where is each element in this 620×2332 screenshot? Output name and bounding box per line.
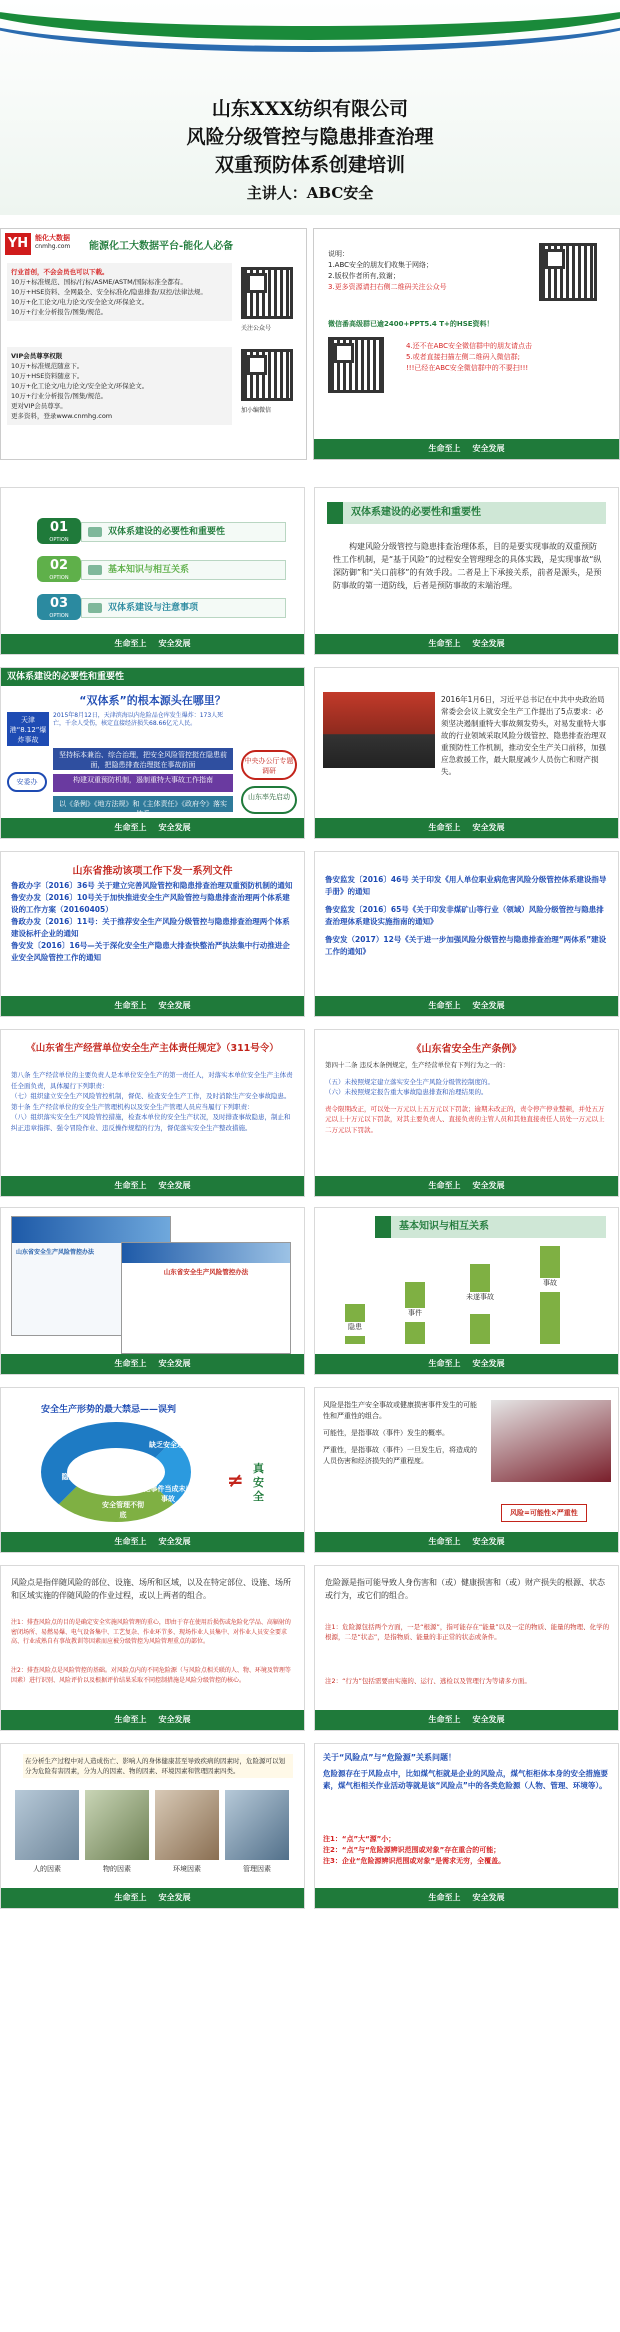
slide-footer: 生命至上 安全发展 — [1, 1888, 304, 1908]
vip-item: 10万+化工论文/电力论文/安全论文/环保论文。 — [11, 298, 149, 306]
slide-doc-images — [0, 1207, 305, 1375]
more-link[interactable]: 更多资料，登录www.cnmhg.com — [11, 412, 113, 420]
slide-text: 构建风险分级管控与隐患排查治理体系，目的是要实现事故的双重预防性工作机制，是“基于风险”的过程安全管理理念的具体实践，是实现事故“纵深防御”和“关口前移”的有效手段。二者是上下承接关系，前者是源头，是预防事故的第一道防线，后者是预防事故的末端治理。 — [333, 542, 602, 590]
toc-item[interactable]: 基本知识与相互关系 — [81, 560, 286, 580]
slide-safety-ordinance — [314, 1029, 619, 1197]
slide-footer: 生命至上 安全发展 — [315, 996, 618, 1016]
slide-misjudgment — [0, 1387, 305, 1553]
slide-text: 危险源是指可能导致人身伤害和（或）健康损害和（或）财产损失的根源、状态或行为，或它们的组合。 — [325, 1578, 605, 1600]
slide-text: 第八条 生产经营单位的主要负责人是本单位安全生产的第一责任人，对落实本单位安全生产主体责任全面负责，具体履行下列职责： （七）组织建立安全生产风险管控机制，督促、检查安全生产工作，及时消除生产安全事故隐患。 第十条 生产经营单位的安全生产管理机构以及安全生产管理人员应当履行下列职责： （八）组织落实安全生产风险管控措施，检查本单位的安全生产状况，及时排查事故隐患，制止和纠正违章指挥、强令冒险作业、违反操作规程的行为，督促落实安全生产整改措施。 — [11, 1071, 293, 1132]
folder-icon — [88, 603, 102, 613]
qr-label: 加小编微信 — [241, 407, 272, 414]
slide-text: 风险点是指伴随风险的部位、设施、场所和区域，以及在特定部位、设施、场所和区域实施的伴随风险的作业过程，或以上两者的组合。 — [11, 1578, 291, 1600]
slide-title: “双体系”的根本源头在哪里？ — [79, 694, 226, 707]
doc-item: 鲁安监发〔2016〕46号 关于印发《用人单位职业病危害风险分级管控体系建设指导手册》的通知 — [325, 875, 607, 896]
logo-icon: YH — [5, 233, 31, 255]
slide-note: 注2：排查风险点是风险管控的基础。对风险点内的不同危险源（与风险点相关联的人、物、环境及管理等因素）进行识别、风险评价以及根据评价结果采取不同控制措施是风险分级管控的核心。 — [11, 1667, 291, 1684]
pyramid-label: 事件 — [397, 1308, 433, 1322]
member-item: 更对VIP会员尊享。 — [11, 402, 67, 410]
logo-url[interactable]: cnmhg.com — [35, 243, 71, 250]
slide-risk-point — [0, 1565, 305, 1731]
notes: 说明： 1.ABC安全的朋友们收集于网络； 2.版权作者所有,致谢； 3.更多资源请扫右侧二维码关注公众号 — [328, 250, 447, 291]
toc-item[interactable]: 双体系建设与注意事项 — [81, 598, 286, 618]
ring-label: 缺乏安全理念 — [149, 1441, 191, 1449]
slide-footer: 生命至上 安全发展 — [1, 1176, 304, 1196]
slide-note: 注1：排查风险点的目的是确定安全实施风险管理的重心，即由于存在使用后损伤或危险化学品、高辐射的密闭场所、易燃易爆、电气设备集中、工艺复杂、作业环节多、现场作业人员集中、对作业人员安全要求高、行业成熟自有事故教训等因素而应被分级管控为风险管理重点的部位。 — [11, 1619, 291, 1645]
slide-hazard-source — [314, 1565, 619, 1731]
slide-header: 双体系建设的必要性和重要性 — [327, 502, 606, 524]
cover-title-line3: 双重预防体系创建培训 — [214, 154, 405, 176]
slide-footer: 生命至上 安全发展 — [1, 1532, 304, 1552]
cover-presenter: 主讲人：ABC安全 — [246, 184, 374, 202]
vip-box — [7, 263, 232, 321]
slide-title: 安全生产形势的最大禁忌——误判 — [41, 1405, 177, 1415]
toc-slide — [0, 487, 305, 655]
qr-code-icon — [241, 267, 293, 319]
slide-regulation-311 — [0, 1029, 305, 1197]
toc-number: 02 OPTION — [37, 556, 81, 582]
not-equal-sign: ≠ — [227, 1468, 244, 1492]
folder-icon — [88, 527, 102, 537]
slide-footer: 生命至上 安全发展 — [314, 439, 619, 459]
doc-screenshot: 山东省安全生产风险管控办法 — [121, 1242, 291, 1354]
doc-item: 鲁安办发〔2016〕10号关于加快推进安全生产风险管控与隐患排查治理两个体系建设的工作方案（20160405） — [11, 893, 290, 914]
factor-photo — [85, 1790, 149, 1860]
slide-title: 山东省推动该项工作下发一系列文件 — [72, 866, 233, 877]
cover-slide — [0, 0, 620, 215]
policy-box: 坚持标本兼治、综合治理，把安全风险管控挺在隐患前面，把隐患排查治理挺在事故前面 — [53, 748, 233, 770]
member-item: 10万+化工论文/电力论文/安全论文/环保论文。 — [11, 382, 149, 390]
ring-label: 安全管理不彻底 — [102, 1501, 144, 1519]
slide-notes: 注1：“点”大“源”小； 注2：“点”与“危险源辨识范围或对象”存在重合的可能； 注3：企业“危险源辨识范围或对象”是需求无穷，全覆盖。 — [323, 1835, 506, 1865]
slide-basic-knowledge — [314, 1207, 619, 1375]
slide-footer: 生命至上 安全发展 — [1, 634, 304, 654]
doc-list — [11, 880, 296, 964]
factor-photo — [225, 1790, 289, 1860]
slide-risk-definition — [314, 1387, 619, 1553]
policy-box: 以《条例》《地方法规》和《主体责任》《政府令》落实体系 — [53, 796, 233, 812]
ring-label: 把事件当成未出事故 — [143, 1485, 193, 1503]
slide-title: 关于“风险点”与“危险源”关系问题！ — [323, 1753, 457, 1762]
red-notes: 4.还不在ABC安全微信群中的朋友请点击 5.或者直接扫描左侧二维码入微信群; !!!已经在ABC安全微信群中的不要扫!!! — [406, 342, 533, 372]
tianjin-desc: 2015年8月12日，天津滨海以内危险品仓库发生爆炸：173人死亡，千余人受伤，核定直接经济损失68.66亿元人民。 — [53, 712, 224, 727]
doc-screenshot: 山东省安全生产风险管控办法 — [11, 1216, 171, 1336]
tianjin-box: 天津港“8.12”爆炸事故 — [7, 712, 49, 746]
member-box — [7, 347, 232, 425]
slide-hazard-factors — [0, 1743, 305, 1909]
doc-item: 鲁政办字〔2016〕36号 关于建立完善风险管控和隐患排查治理双重预防机制的通知 — [11, 881, 293, 890]
qr-label: 关注公众号 — [241, 325, 272, 332]
vip-item: 10万+行业分析报告/图集/规范。 — [11, 308, 108, 316]
member-title: VIP会员尊享权限 — [11, 352, 63, 360]
slide-band: 双体系建设的必要性和重要性 — [1, 668, 304, 686]
slide-footer: 生命至上 安全发展 — [1, 996, 304, 1016]
slide-text: 第四十二条 违反本条例规定，生产经营单位有下列行为之一的： （五）未按照规定建立落实安全生产风险分级管控制度的。 （六）未按照规定报告重大事故隐患排查和治理结果的。 责令限期改正，可以处一万元以上五万元以下罚款；逾期未改正的，责令停产停业整顿，并处五万元以上十万元以下罚款，对其主要负责人、直接负责的主管人员和其他直接责任人员处一万元以上二万元以下罚款。 — [325, 1061, 605, 1134]
cover-title-line1: 山东XXX纺织有限公司 — [211, 98, 409, 120]
wechat-note: 微信番高级群已逾2400+PPT5.4 T+的HSE资料！ — [328, 320, 494, 328]
folder-icon — [88, 565, 102, 575]
slide-xi-speech — [314, 667, 619, 839]
photo-caption: 人的因素 — [15, 1864, 79, 1876]
slide-shandong-docs — [0, 851, 305, 1017]
member-item: 10万+行业分析报告/图集/规范。 — [11, 392, 108, 400]
slide-footer: 生命至上 安全发展 — [1, 1354, 304, 1374]
slide-footer: 生命至上 安全发展 — [315, 818, 618, 838]
slide-text: 风险是指生产安全事故或健康损害事件发生的可能性和严重性的组合。 可能性，是指事故（事件）发生的概率。 严重性，是指事故（事件）一旦发生后，将造成的人员伤害和经济损失的严重程度。 — [323, 1401, 477, 1465]
vip-title: 行业首创，不会会员也可以下载。 — [11, 268, 109, 276]
slide-title: 《山东省生产经营单位安全生产主体责任规定》（311号令） — [26, 1043, 279, 1054]
toc-number: 01 OPTION — [37, 518, 81, 544]
true-safety-label: 真安全 — [253, 1462, 264, 1503]
slide-footer: 生命至上 安全发展 — [315, 1176, 618, 1196]
member-item: 10万+标准规范随意下。 — [11, 362, 84, 370]
vip-item: 10万+HSE资料、全网最全、安全标准化/隐患排查/双控/法律法规。 — [11, 288, 207, 296]
vip-item: 10万+标准规范、国标/行标/ASME/ASTM/国际标准全都有。 — [11, 278, 187, 286]
ad-panel-right — [313, 228, 620, 460]
qr-code-icon — [539, 243, 597, 301]
doc-list — [325, 874, 610, 958]
meeting-photo — [323, 692, 435, 768]
slide-root-source — [0, 667, 305, 839]
slide-importance — [314, 487, 619, 655]
policy-box: 构建双重预防机制，遏制重特大事故工作指南 — [53, 774, 233, 792]
toc-number: 03 OPTION — [37, 594, 81, 620]
slide-footer: 生命至上 安全发展 — [1, 818, 304, 838]
ad-panel-left — [0, 228, 307, 460]
slide-point-source-relation — [314, 1743, 619, 1909]
doc-item: 鲁安监发〔2016〕65号《关于印发非煤矿山等行业（领域）风险分级管控与隐患排查治理体系建设实施指南的通知》 — [325, 905, 604, 926]
ring-label: 隐患排查不彻底 — [61, 1473, 111, 1481]
slide-text: 危险源存在于风险点中，比如煤气柜就是企业的风险点，煤气柜柜体本身的安全措施要素，煤气柜相关作业活动等就是该“风险点”中的各类危险源（人物、管理、环境等）。 — [323, 1769, 608, 1790]
member-item: 10万+HSE资料随意下。 — [11, 372, 84, 380]
slide-text: 2016年1月6日，习近平总书记在中共中央政治局常委会会议上就安全生产工作提出了5点要求：必须坚决遏制重特大事故频发势头，对易发重特大事故的行业领域采取风险分级管控、隐患排查治理双重预防性工作机制，推动安全生产关口前移，加强应急救援工作，最大限度减少人员伤亡和财产损失。 — [441, 695, 606, 776]
slide-footer: 生命至上 安全发展 — [315, 1354, 618, 1374]
slide-footer: 生命至上 安全发展 — [1, 1710, 304, 1730]
pyramid-label: 事故 — [532, 1278, 568, 1292]
shandong-label: 山东率先启动 — [241, 786, 297, 814]
slide-footer: 生命至上 安全发展 — [315, 1888, 618, 1908]
factor-photo — [15, 1790, 79, 1860]
slide-title: 《山东省安全生产条例》 — [411, 1044, 522, 1055]
doc-item: 鲁安发（2017）12号《关于进一步加强风险分级管控与隐患排查治理“两体系”建设工作的通知》 — [325, 935, 607, 956]
slide-shandong-docs-2 — [314, 851, 619, 1017]
slide-header: 基本知识与相互关系 — [375, 1216, 606, 1238]
slide-footer: 生命至上 安全发展 — [315, 1710, 618, 1730]
logo-text: 能化大数据 — [35, 234, 70, 242]
pyramid-label: 隐患 — [337, 1322, 373, 1336]
central-label: 中央办公厅专题调研 — [241, 750, 297, 780]
risk-formula: 风险=可能性×严重性 — [501, 1504, 587, 1522]
qr-code-icon — [241, 349, 293, 401]
doc-item: 鲁政办发〔2016〕11号：关于推荐安全生产风险分级管控与隐患排查治理两个体系建设标杆企业的通知 — [11, 917, 290, 938]
slide-footer: 生命至上 安全发展 — [315, 634, 618, 654]
factor-photo — [155, 1790, 219, 1860]
slide-note: 注1：危险源包括两个方面，一是“根源”，指可能存在“能量”以及一定的物质、能量的物理、化学的根源，二是“状态”，是指物质、能量的非正常的状态或条件。 — [325, 1623, 610, 1641]
platform-title: 能源化工大数据平台-能化人必备 — [89, 241, 234, 252]
slide-note: 注2：“行为”包括需要由实施的、运行、逃检以及管理行为等诸多方面。 — [325, 1677, 531, 1685]
photo-caption: 物的因素 — [85, 1864, 149, 1876]
qr-code-icon — [328, 337, 384, 393]
doc-item: 鲁安发〔2016〕16号—关于深化安全生产隐患大排查快整治严执法集中行动推进企业安全风险管控工作的通知 — [11, 941, 290, 962]
photo-caption: 环境因素 — [155, 1864, 219, 1876]
cover-title-line2: 风险分级管控与隐患排查治理 — [186, 126, 434, 148]
photo-caption: 管理因素 — [225, 1864, 289, 1876]
pyramid-label: 未遂事故 — [457, 1292, 503, 1314]
athlete-photo — [491, 1400, 611, 1482]
slide-footer: 生命至上 安全发展 — [315, 1532, 618, 1552]
toc-item[interactable]: 双体系建设的必要性和重要性 — [81, 522, 286, 542]
office-label: 安委办 — [7, 772, 47, 792]
slide-text: 在分析生产过程中对人造成伤亡、影响人的身体健康甚至导致疾病的因素时，危险源可以划分为危险有害因素，分为人的因素、物的因素、环境因素和管理因素四类。 — [23, 1754, 293, 1778]
